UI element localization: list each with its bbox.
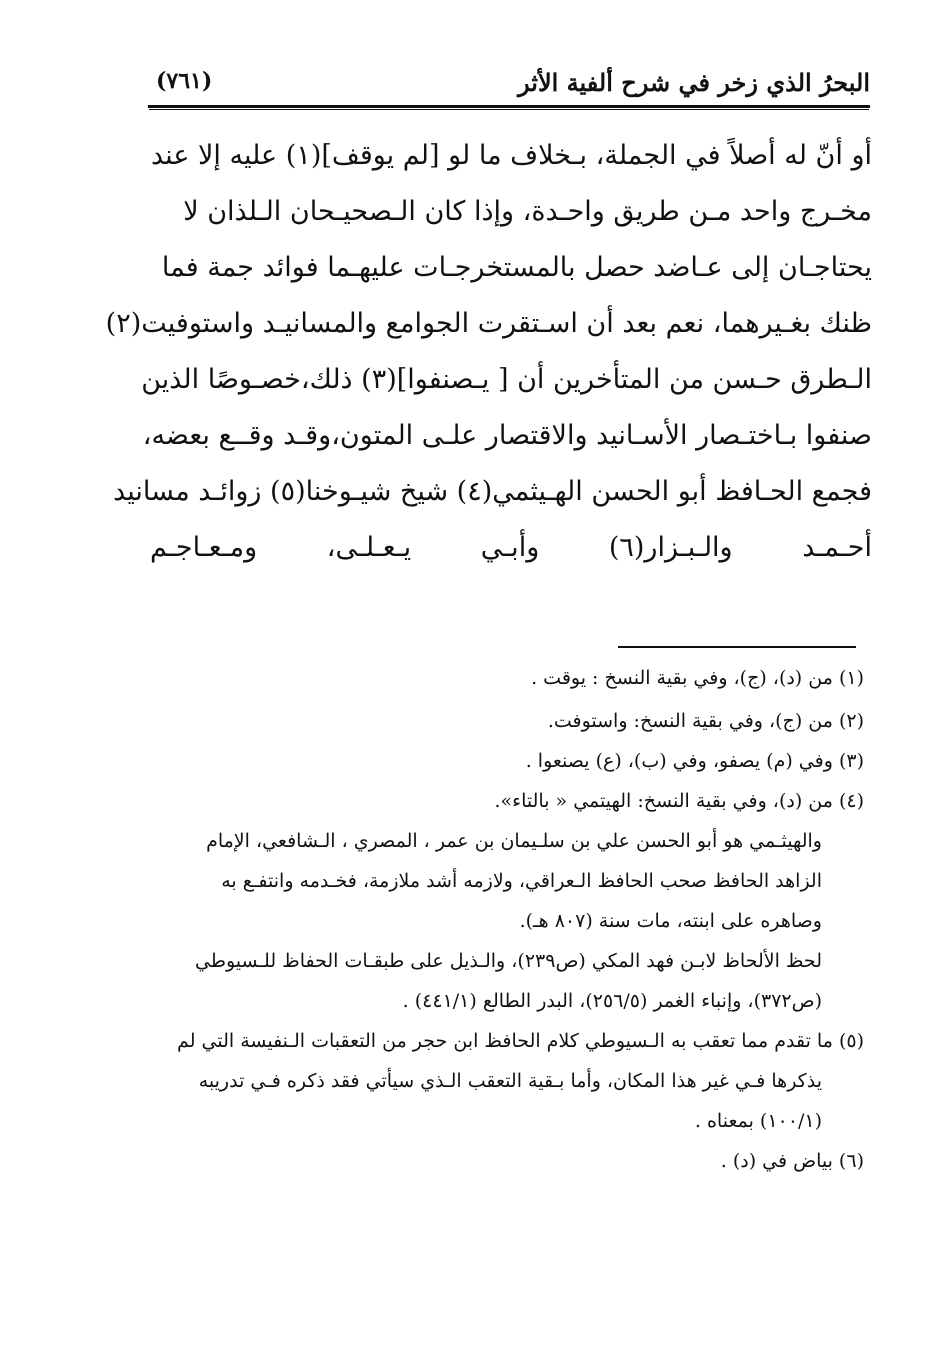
main-text <box>105 128 872 576</box>
footnote-6: (٦) بياض في (د) . <box>720 1150 864 1172</box>
footnote-separator <box>618 646 856 648</box>
body-line-2: مخـرج واحد مـن طريق واحـدة، وإذا كان الـصحيـحان الـلذان لا <box>183 196 872 227</box>
body-line-6: صنفوا بـاختـصار الأسـانيد والاقتصار علـى المتون،وقـد وقــع بعضه، <box>142 420 872 451</box>
header-rule <box>148 105 870 108</box>
footnote-5-line-3: (١٠٠/١) بمعناه . <box>694 1110 822 1132</box>
footnote-3: (٣) وفي (م) يصفو، وفي (ب)، (ع) يصنعوا . <box>525 750 864 772</box>
body-line-7: فجمع الحـافظ أبو الحسن الهـيثمي(٤) شيخ شيـوخنا(٥) زوائـد مسانيد <box>113 476 872 507</box>
page-number: (٧٦١) <box>156 68 213 94</box>
body-line-8: أحـمـد والـبـزار(٦) وأبـي يـعـلـى، ومـعـاجـم <box>150 532 872 563</box>
footnote-4-line-5: لحظ الألحاظ لابـن فهد المكي (ص٢٣٩)، والـذيل على طبقـات الحفاظ للـسيوطي <box>195 950 822 972</box>
footnote-4-line-6: (ص٣٧٢)، وإنباء الغمر (٢٥٦/٥)، البدر الطالع (٤٤١/١) . <box>402 990 822 1012</box>
footnote-2: (٢) من (ج)، وفي بقية النسخ: واستوفت. <box>547 710 864 732</box>
footnote-5: (٥) ما تقدم مما تعقب به الـسيوطي كلام الحافظ ابن حجر من التعقبات الـنفيسة التي لم <box>177 1030 864 1052</box>
footnote-4-line-2: والهيثـمي هو أبو الحسن علي بن سلـيمان بن عمر ، المصري ، الـشافعي، الإمام <box>206 830 822 852</box>
footnotes <box>150 655 864 1181</box>
header-title: البحرُ الذي زخر في شرح ألفية الأثر <box>518 68 870 97</box>
footnote-1: (١) من (د)، (ج)، وفي بقية النسخ : يوقت . <box>531 667 864 689</box>
footnote-5-line-2: يذكرها فـي غير هذا المكان، وأما بـقية التعقب الـذي سيأتي فقد ذكره فـي تدريبه <box>198 1070 822 1092</box>
body-line-1: أو أنّ له أصلاً في الجملة، بـخلاف ما لو [لم يوقف](١) عليه إلا عند <box>151 140 872 171</box>
footnote-4-line-4: وصاهره على ابنته، مات سنة (٨٠٧ هـ). <box>519 910 822 932</box>
running-header <box>148 60 870 108</box>
footnote-4: (٤) من (د)، وفي بقية النسخ: الهيتمي « بالتاء». <box>494 790 864 812</box>
body-line-4: ظنك بغـيرهما، نعم بعد أن اسـتقرت الجوامع والمسانيـد واستوفيت(٢) <box>105 308 872 339</box>
body-line-3: يحتاجـان إلى عـاضد حصل بالمستخرجـات عليهـما فوائد جمة فما <box>161 252 872 283</box>
footnote-4-line-3: الزاهد الحافظ صحب الحافظ الـعراقي، ولازمه أشد ملازمة، فخـدمه وانتفـع به <box>221 870 822 892</box>
body-line-5: الـطرق حـسن من المتأخرين أن [ يـصنفوا](٣) ذلك،خصـوصًا الذين <box>141 364 872 395</box>
